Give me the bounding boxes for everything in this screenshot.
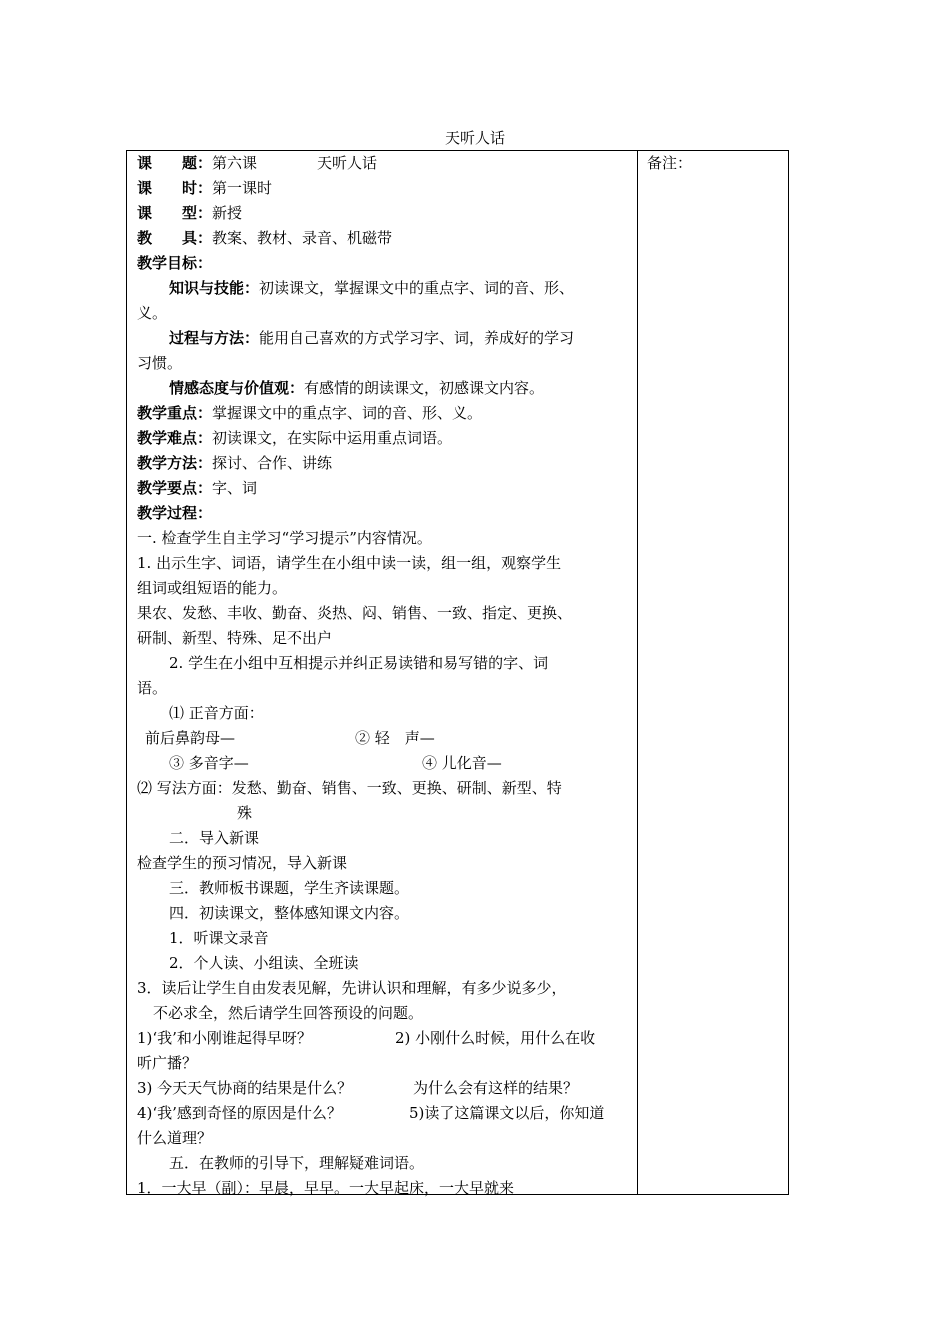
step-2-text: 检查学生的预习情况，导入新课 xyxy=(137,854,348,872)
writing-heading: ⑵ 写法方面：发愁、勤奋、销售、一致、更换、研制、新型、特 xyxy=(137,779,562,797)
step-5: 五．在教师的引导下，理解疑难词语。 xyxy=(169,1154,425,1172)
methods-label: 教学方法： xyxy=(137,454,213,472)
essentials-row xyxy=(137,478,257,498)
step-3: 三．教师板书课题，学生齐读课题。 xyxy=(169,879,410,897)
knowledge-text: 初读课文，掌握课文中的重点字、词的音、形、 xyxy=(259,279,575,297)
process-method-label: 过程与方法： xyxy=(169,329,260,347)
step-1-2: 2. 学生在小组中互相提示并纠正易读错和易写错的字、词 xyxy=(169,654,549,672)
writing-heading-cont: 殊 xyxy=(237,804,253,822)
emotion-label: 情感态度与价值观： xyxy=(169,379,305,397)
step-4-2: 2．个人读、小组读、全班读 xyxy=(169,954,359,972)
topic-title: 天听人话 xyxy=(317,154,378,172)
word-list: 果农、发愁、丰收、勤奋、炎热、闷、销售、一致、指定、更换、 xyxy=(137,604,573,622)
type-label: 课 型： xyxy=(137,204,213,222)
process-method-text-cont: 习惯。 xyxy=(137,354,183,372)
topic-label: 课 题： xyxy=(137,154,213,172)
step-1-1: 1. 出示生字、词语，请学生在小组中读一读，组一组，观察学生 xyxy=(137,554,562,572)
type-row xyxy=(137,203,242,223)
process-label: 教学过程： xyxy=(137,504,213,522)
step-5-1: 1．一大早（副）：早晨，早早。一大早起床，一大早就来 xyxy=(137,1179,515,1197)
pronunciation-item-4: ④ 儿化音— xyxy=(422,754,502,772)
question-4: 4)‘我’感到奇怪的原因是什么？ xyxy=(137,1104,342,1122)
word-list-cont: 研制、新型、特殊、足不出户 xyxy=(137,629,333,647)
question-3: 3) 今天天气协商的结果是什么？ xyxy=(137,1079,353,1097)
period-row xyxy=(137,178,272,198)
step-1: 一. 检查学生自主学习“学习提示”内容情况。 xyxy=(137,529,432,547)
essentials-text: 字、词 xyxy=(212,479,258,497)
topic-row xyxy=(137,153,377,173)
period-label: 课 时： xyxy=(137,179,213,197)
goals-label: 教学目标： xyxy=(137,254,213,272)
step-4-1: 1．听课文录音 xyxy=(169,929,269,947)
step-1-1-cont: 组词或组短语的能力。 xyxy=(137,579,288,597)
pronunciation-item-3: ③ 多音字— xyxy=(169,754,249,772)
difficulties-row xyxy=(137,428,452,448)
step-2: 二．导入新课 xyxy=(169,829,260,847)
pronunciation-item-1: 前后鼻韵母— xyxy=(145,729,236,747)
lesson-plan-table xyxy=(126,150,789,1195)
knowledge-row xyxy=(169,278,574,298)
difficulties-label: 教学难点： xyxy=(137,429,213,447)
step-4: 四．初读课文，整体感知课文内容。 xyxy=(169,904,410,922)
document-title: 天听人话 xyxy=(444,129,505,147)
emotion-row xyxy=(169,378,544,398)
question-2: 2) 小刚什么时候，用什么在收 xyxy=(395,1029,596,1047)
knowledge-text-cont: 义。 xyxy=(137,304,168,322)
methods-text: 探讨、合作、讲练 xyxy=(212,454,333,472)
question-5: 5)读了这篇课文以后，你知道 xyxy=(409,1104,605,1122)
pronunciation-item-2: ② 轻 声— xyxy=(355,729,435,747)
emotion-text: 有感情的朗读课文，初感课文内容。 xyxy=(304,379,545,397)
column-divider xyxy=(637,151,638,1194)
step-1-2-cont: 语。 xyxy=(137,679,168,697)
type-value: 新授 xyxy=(212,204,243,222)
difficulties-text: 初读课文，在实际中运用重点词语。 xyxy=(212,429,453,447)
tools-value: 教案、教材、录音、机磁带 xyxy=(212,229,393,247)
key-points-row xyxy=(137,403,482,423)
step-4-3: 3．读后让学生自由发表见解，先讲认识和理解，有多少说多少， xyxy=(137,979,567,997)
knowledge-label: 知识与技能： xyxy=(169,279,260,297)
methods-row xyxy=(137,453,332,473)
process-method-row xyxy=(169,328,574,348)
key-points-label: 教学重点： xyxy=(137,404,213,422)
question-3-cont: 为什么会有这样的结果？ xyxy=(413,1079,579,1097)
key-points-text: 掌握课文中的重点字、词的音、形、义。 xyxy=(212,404,483,422)
period-value: 第一课时 xyxy=(212,179,273,197)
step-4-3-cont: 不必求全，然后请学生回答预设的问题。 xyxy=(153,1004,424,1022)
essentials-label: 教学要点： xyxy=(137,479,213,497)
process-method-text: 能用自己喜欢的方式学习字、词，养成好的学习 xyxy=(259,329,575,347)
tools-label: 教 具： xyxy=(137,229,213,247)
pronunciation-heading: ⑴ 正音方面： xyxy=(169,704,264,722)
question-2-cont: 听广播？ xyxy=(137,1054,198,1072)
topic-value: 第六课 xyxy=(212,154,258,172)
tools-row xyxy=(137,228,392,248)
notes-label: 备注： xyxy=(647,154,693,172)
question-5-cont: 什么道理？ xyxy=(137,1129,213,1147)
question-1: 1)‘我’和小刚谁起得早呀？ xyxy=(137,1029,312,1047)
